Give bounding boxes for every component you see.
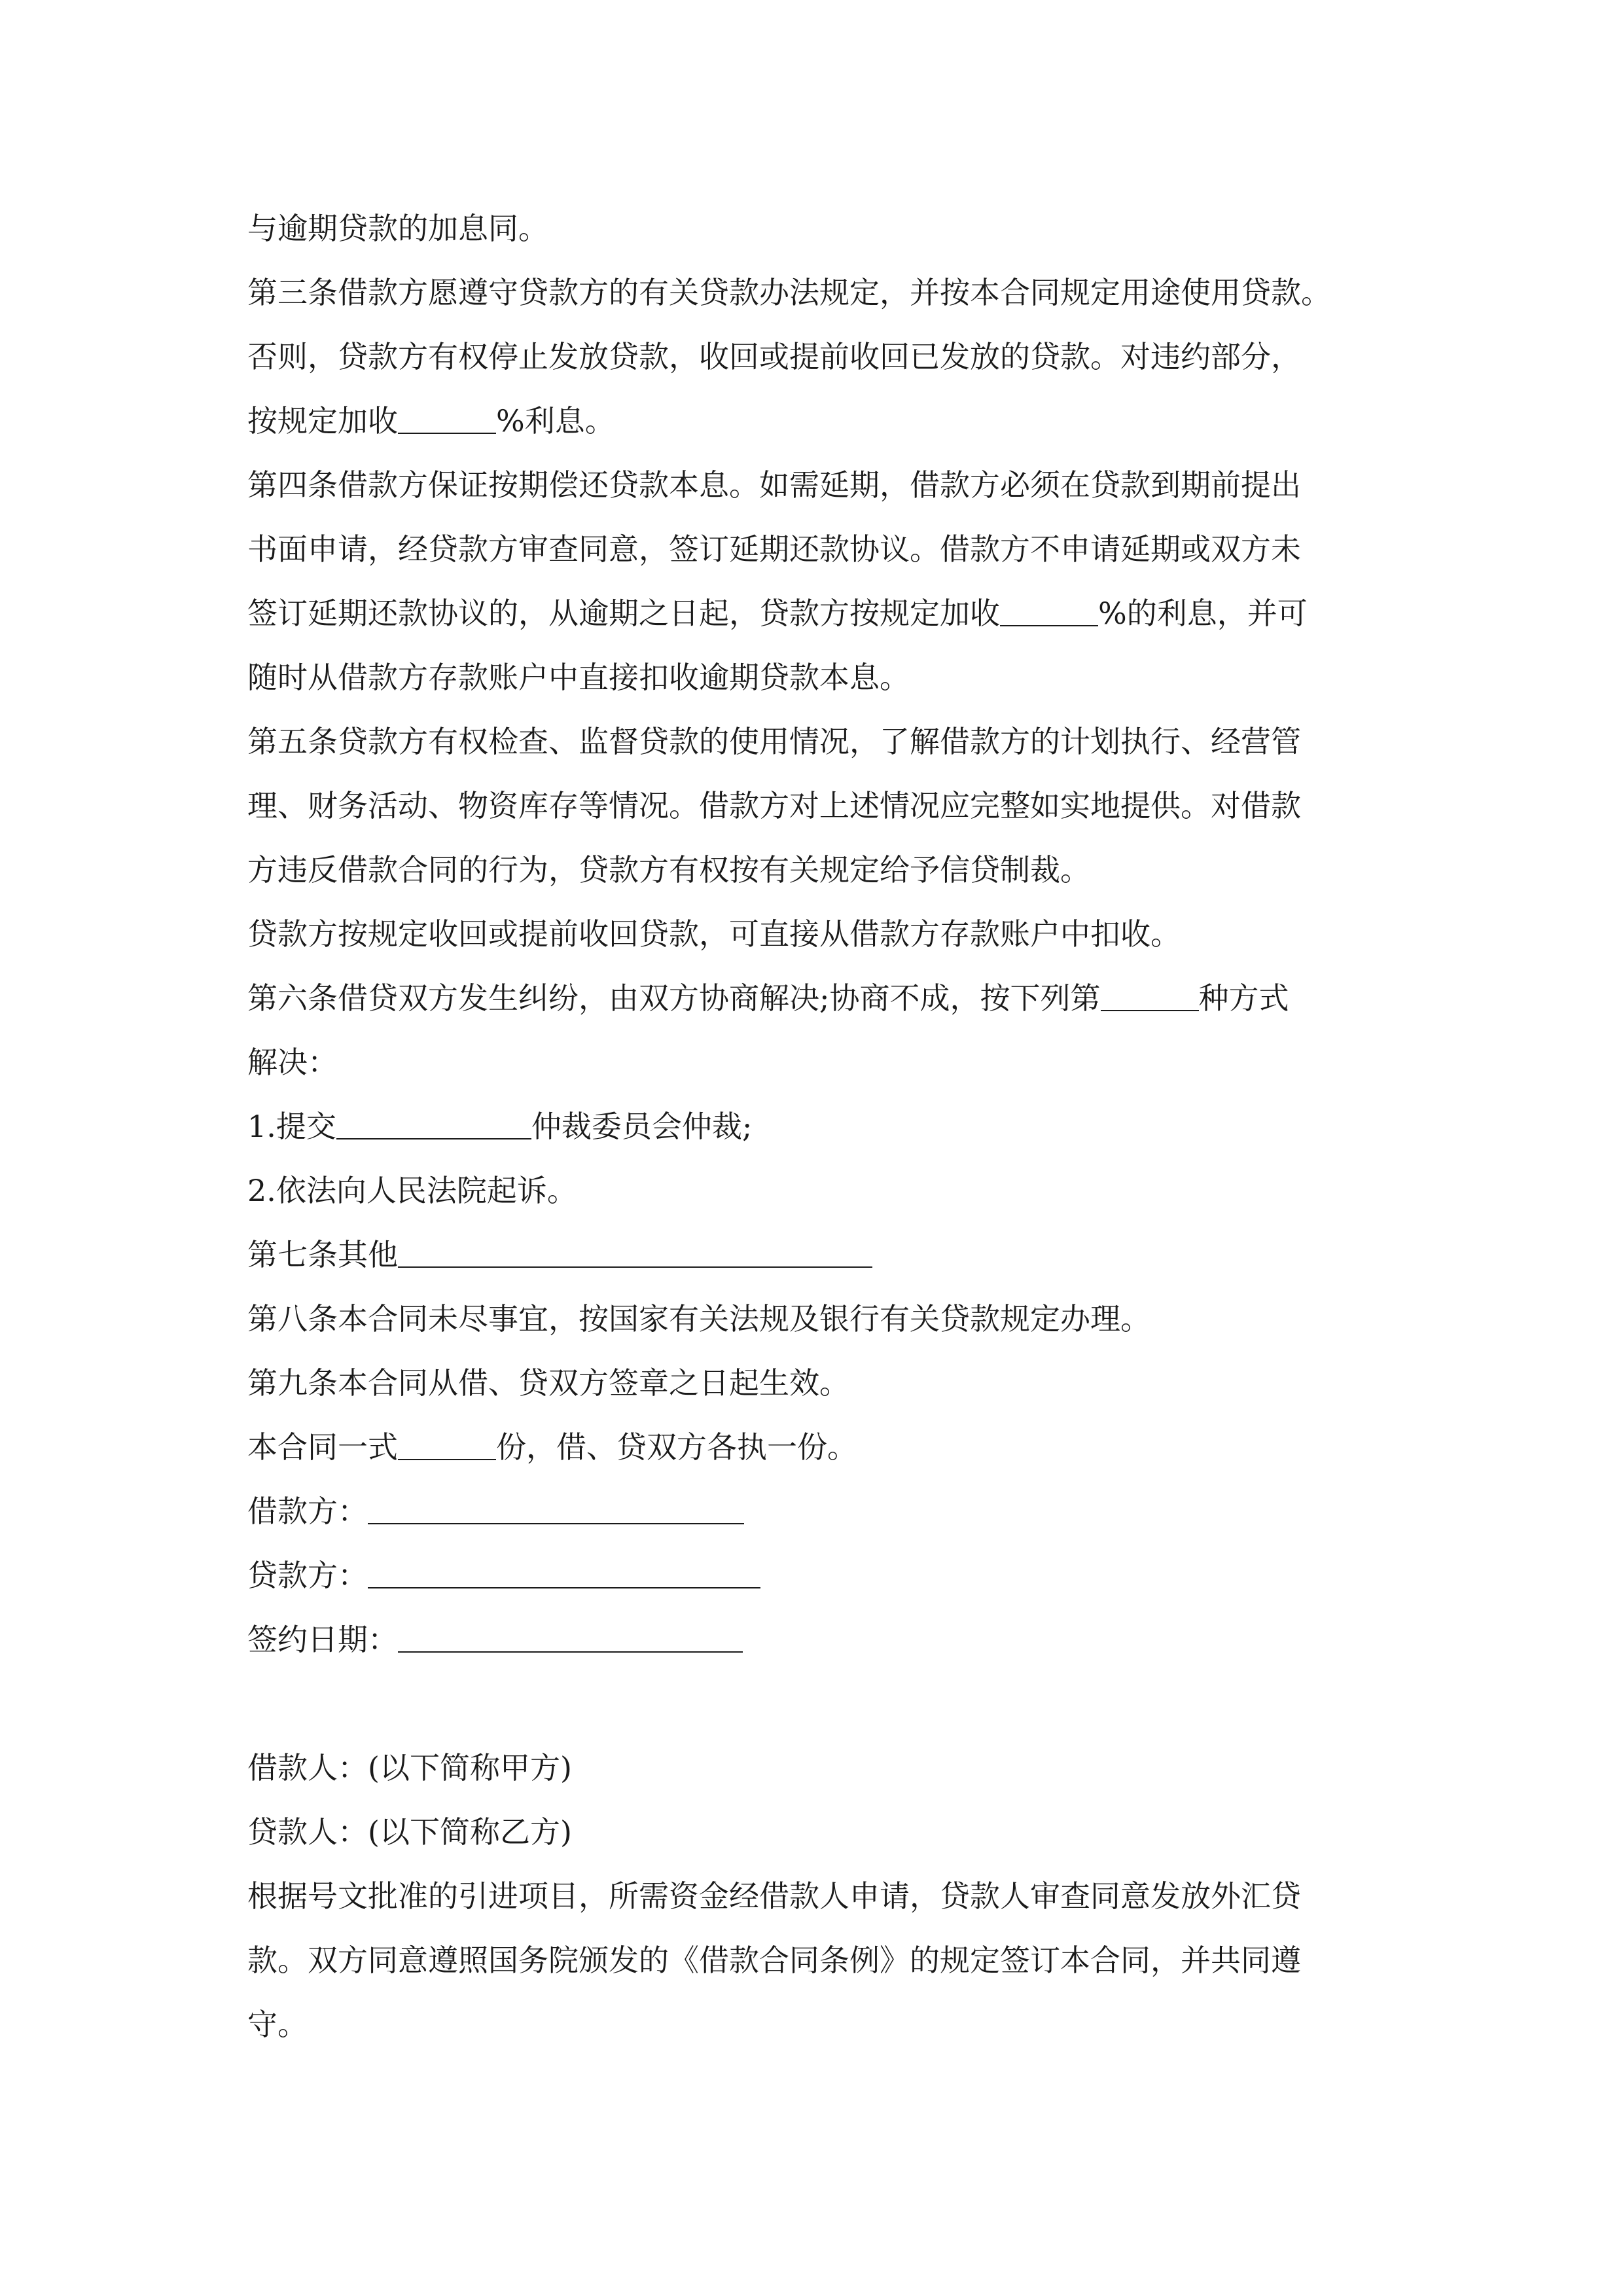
text-line <box>247 902 1425 966</box>
borrower-signature-blank[interactable] <box>368 1494 744 1524</box>
text: 第四条借款方保证按期偿还贷款本息。如需延期，借款方必须在贷款到期前提出 <box>247 467 1301 503</box>
text: 第九条本合同从借、贷双方签章之日起生效。 <box>247 1365 849 1401</box>
text: 第三条借款方愿遵守贷款方的有关贷款办法规定，并按本合同规定用途使用贷款。 <box>247 275 1331 310</box>
text: 根据号文批准的引进项目，所需资金经借款人申请，贷款人审查同意发放外汇贷 <box>247 1878 1301 1914</box>
text: 种方式 <box>1198 980 1289 1016</box>
text: 2.依法向人民法院起诉。 <box>247 1173 577 1208</box>
copies-count-blank[interactable] <box>398 1430 496 1460</box>
text: 贷款方： <box>247 1558 368 1593</box>
text: 第六条借贷双方发生纠纷，由双方协商解决;协商不成，按下列第 <box>247 980 1101 1016</box>
interest-rate-blank[interactable] <box>398 404 496 434</box>
text: 签约日期： <box>247 1622 398 1657</box>
article-3-line <box>247 260 1425 325</box>
lender-signature-line <box>247 1543 1425 1607</box>
text: 与逾期贷款的加息同。 <box>247 211 548 246</box>
article-7-line <box>247 1223 1425 1287</box>
text: 仲裁委员会仲裁; <box>531 1109 753 1144</box>
text-line <box>247 196 1425 260</box>
copies-line <box>247 1415 1425 1479</box>
article-5-line <box>247 709 1425 774</box>
text: %的利息，并可 <box>1098 596 1308 631</box>
other-terms-blank[interactable] <box>398 1238 872 1268</box>
text-line <box>247 838 1425 902</box>
text-line <box>247 389 1425 453</box>
party-a-line <box>247 1736 1425 1800</box>
sign-date-line <box>247 1607 1425 1672</box>
dispute-method-blank[interactable] <box>1101 981 1199 1011</box>
text: 第五条贷款方有权检查、监督贷款的使用情况，了解借款方的计划执行、经营管 <box>247 724 1301 759</box>
party-b-line <box>247 1800 1425 1864</box>
text-line <box>247 1928 1425 1992</box>
text: 解决： <box>247 1045 338 1080</box>
text-line <box>247 325 1425 389</box>
text: 理、财务活动、物资库存等情况。借款方对上述情况应完整如实地提供。对借款 <box>247 788 1301 823</box>
text-line <box>247 774 1425 838</box>
text: 借款方： <box>247 1494 368 1529</box>
text-line <box>247 1992 1425 2056</box>
article-4-line <box>247 453 1425 517</box>
text: %利息。 <box>496 403 615 439</box>
text: 按规定加收 <box>247 403 398 439</box>
text: 第七条其他 <box>247 1237 398 1272</box>
option-1-line <box>247 1094 1425 1158</box>
arbitration-committee-blank[interactable] <box>336 1109 531 1139</box>
text: 书面申请，经贷款方审查同意，签订延期还款协议。借款方不申请延期或双方未 <box>247 531 1301 567</box>
text-line <box>247 517 1425 581</box>
text: 第八条本合同未尽事宜，按国家有关法规及银行有关贷款规定办理。 <box>247 1301 1150 1336</box>
text: 借款人：(以下简称甲方) <box>247 1750 572 1785</box>
text: 随时从借款方存款账户中直接扣收逾期贷款本息。 <box>247 660 910 695</box>
document-body <box>247 196 1425 2056</box>
borrower-signature-line <box>247 1479 1425 1543</box>
sign-date-blank[interactable] <box>398 1623 743 1653</box>
text: 否则，贷款方有权停止发放贷款，收回或提前收回已发放的贷款。对违约部分， <box>247 339 1301 374</box>
article-8-line <box>247 1287 1425 1351</box>
section-gap <box>247 1672 1425 1736</box>
text: 方违反借款合同的行为，贷款方有权按有关规定给予信贷制裁。 <box>247 852 1090 888</box>
article-9-line <box>247 1351 1425 1415</box>
text: 贷款方按规定收回或提前收回贷款，可直接从借款方存款账户中扣收。 <box>247 916 1181 952</box>
overdue-rate-blank[interactable] <box>1000 596 1098 626</box>
text: 1.提交 <box>247 1109 336 1144</box>
text-line <box>247 1030 1425 1094</box>
text: 贷款人：(以下简称乙方) <box>247 1814 572 1850</box>
lender-signature-blank[interactable] <box>368 1558 760 1588</box>
text: 守。 <box>247 2007 308 2042</box>
option-2-line <box>247 1158 1425 1223</box>
text: 份，借、贷双方各执一份。 <box>496 1429 857 1465</box>
text-line <box>247 645 1425 709</box>
text-line <box>247 581 1425 645</box>
text: 款。双方同意遵照国务院颁发的《借款合同条例》的规定签订本合同，并共同遵 <box>247 1943 1301 1978</box>
article-6-line <box>247 966 1425 1030</box>
text: 签订延期还款协议的，从逾期之日起，贷款方按规定加收 <box>247 596 1000 631</box>
preamble-line <box>247 1864 1425 1928</box>
text: 本合同一式 <box>247 1429 398 1465</box>
